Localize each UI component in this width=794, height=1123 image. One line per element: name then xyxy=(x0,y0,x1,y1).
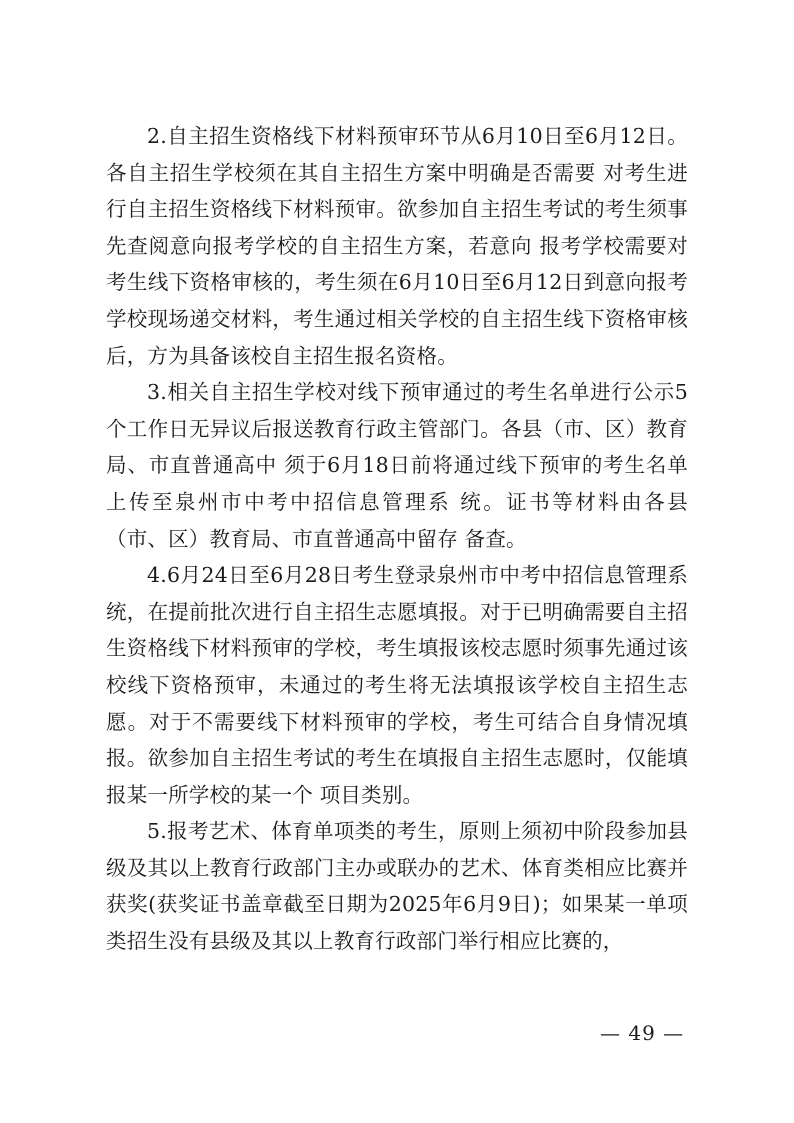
paragraph-2: 2.自主招生资格线下材料预审环节从6月10日至6月12日。各自主招生学校须在其自主招生方案中明确是否需要 对考生进行自主招生资格线下材料预审。欲参加自主招生考试的考生须事先查阅意向报考学校的自主招生方案，若意向 报考学校需要对考生线下资格审核的，考生须在6月10日至6月12日到意向报考学校现场递交材料，考生通过相关学校的自主招生线下资格审核后，方为具备该校自主招生报名资格。 xyxy=(106,124,688,368)
paragraph-4: 4.6月24日至6月28日考生登录泉州市中考中招信息管理系统，在提前批次进行自主招生志愿填报。对于已明确需要自主招生资格线下材料预审的学校，考生填报该校志愿时须事先通过该校线下资格预审，未通过的考生将无法填报该学校自主招生志愿。对于不需要线下材料预审的学校，考生可结合自身情况填报。欲参加自主招生考试的考生在填报自主招生志愿时，仅能填报某一所学校的某一个 项目类别。 xyxy=(106,563,688,807)
page-number: — 49 — xyxy=(600,1021,685,1045)
paragraph-3: 3.相关自主招生学校对线下预审通过的考生名单进行公示5个工作日无异议后报送教育行政主管部门。各县（市、区）教育局、市直普通高中 须于6月18日前将通过线下预审的考生名单上传至泉州市中考中招信息管理系 统。证书等材料由各县（市、区）教育局、市直普通高中留存 备查。 xyxy=(106,380,688,551)
body-text xyxy=(106,118,688,960)
paragraph-5: 5.报考艺术、体育单项类的考生，原则上须初中阶段参加县级及其以上教育行政部门主办或联办的艺术、体育类相应比赛并获奖(获奖证书盖章截至日期为2025年6月9日)；如果某一单项类招生没有县级及其以上教育行政部门举行相应比赛的， xyxy=(106,819,688,954)
